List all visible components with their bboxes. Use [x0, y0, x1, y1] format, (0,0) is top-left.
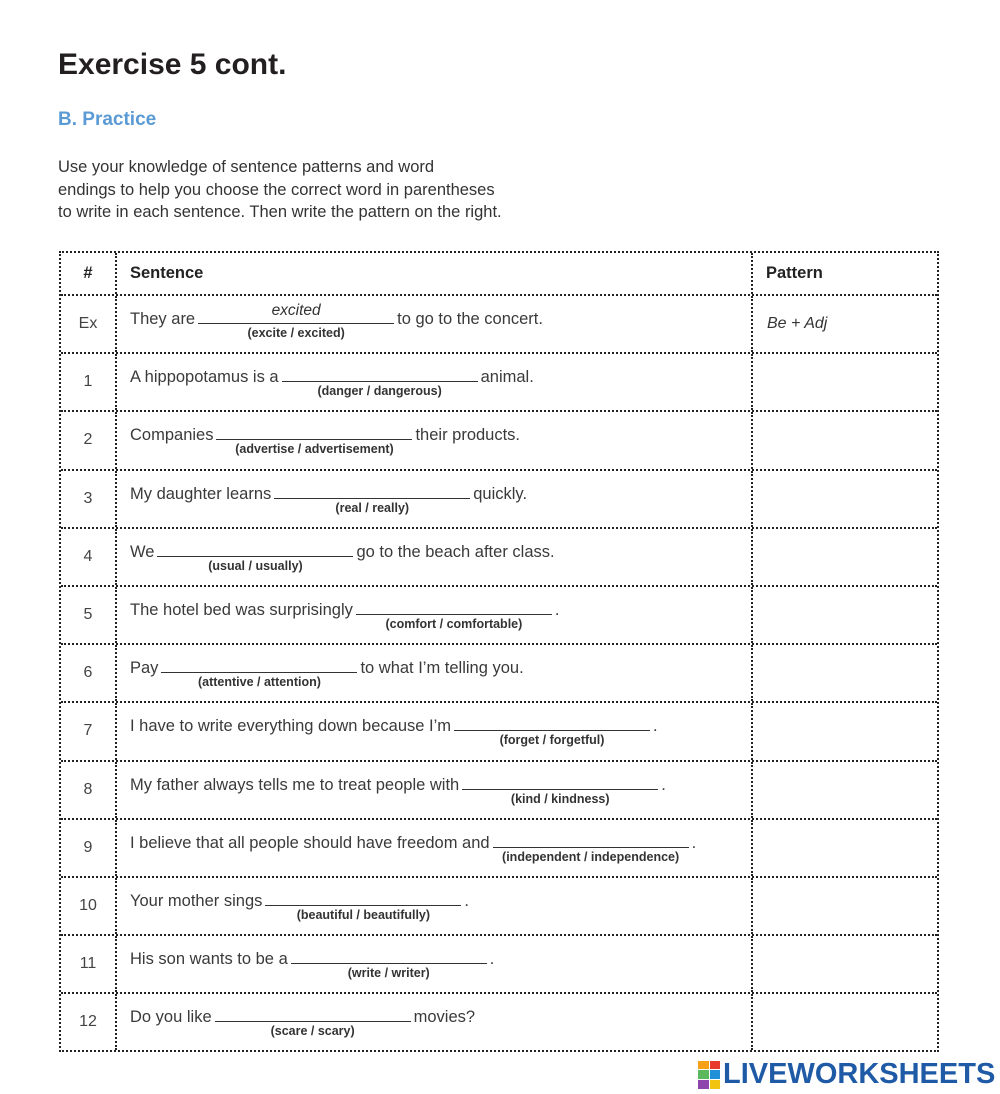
sentence-before: Pay [130, 659, 159, 678]
sentence-text [130, 1005, 476, 1039]
pattern-cell[interactable] [751, 412, 937, 468]
sentence-before: They are [130, 310, 196, 328]
word-options-hint: (forget / forgetful) [499, 733, 605, 748]
table-row [61, 760, 937, 818]
table-row [61, 818, 937, 876]
table-row [61, 701, 937, 759]
sentence-text [130, 947, 495, 981]
logo-blocks-icon [698, 1061, 720, 1089]
answer-blank[interactable] [282, 365, 478, 399]
answer-blank[interactable] [198, 302, 394, 340]
answer-blank[interactable] [265, 889, 461, 922]
sentence-text [130, 302, 543, 340]
sentence-text [130, 889, 469, 922]
header-pattern: Pattern [751, 253, 937, 294]
instructions [58, 156, 558, 224]
table-row [61, 992, 937, 1050]
answer-text: excited [271, 302, 321, 319]
row-number: 9 [83, 838, 93, 856]
sentence-after: . [691, 833, 697, 852]
sentence-after: go to the beach after class. [356, 542, 555, 561]
sentence-text [130, 714, 658, 748]
sentence-before: My daughter learns [130, 484, 272, 503]
answer-blank[interactable] [493, 831, 689, 864]
sentence-after: . [489, 950, 495, 969]
exercise-table [59, 251, 939, 1052]
table-row [61, 585, 937, 643]
sentence-cell [115, 936, 751, 992]
word-options-hint: (kind / kindness) [510, 791, 610, 806]
sentence-text [130, 482, 528, 515]
table-row [61, 294, 937, 352]
row-number: 7 [83, 722, 93, 740]
sentence-text [130, 365, 534, 399]
instructions-line: Use your knowledge of sentence patterns and word [58, 158, 435, 176]
pattern-cell[interactable] [751, 587, 937, 643]
sentence-before: Do you like [130, 1008, 212, 1027]
sentence-cell [115, 354, 751, 410]
pattern-cell[interactable] [751, 471, 937, 527]
row-number: 6 [83, 664, 93, 682]
answer-blank[interactable] [216, 423, 412, 457]
word-options-hint: (comfort / comfortable) [385, 616, 523, 631]
sentence-cell [115, 878, 751, 934]
sentence-after: movies? [413, 1008, 476, 1027]
table-row [61, 527, 937, 585]
row-number: 8 [83, 780, 93, 798]
row-number: 4 [83, 547, 93, 565]
sentence-text [130, 540, 555, 573]
pattern-cell[interactable] [751, 762, 937, 818]
sentence-cell [115, 471, 751, 527]
table-row [61, 469, 937, 527]
section-subtitle: B. Practice [58, 109, 157, 130]
row-number: 11 [79, 955, 97, 973]
pattern-cell[interactable] [751, 820, 937, 876]
sentence-after: . [661, 775, 666, 794]
answer-blank[interactable] [274, 482, 470, 515]
table-row [61, 410, 937, 468]
pattern-cell[interactable] [751, 994, 937, 1050]
answer-blank[interactable] [291, 947, 487, 981]
sentence-before: I believe that all people should have freedom and [130, 833, 490, 852]
sentence-after: . [653, 717, 658, 736]
row-number: Ex [78, 315, 98, 333]
sentence-cell [115, 412, 751, 468]
pattern-cell[interactable] [751, 703, 937, 759]
header-sentence: Sentence [115, 253, 751, 294]
instructions-line: to write in each sentence. Then write the pattern on the right. [58, 203, 502, 221]
sentence-cell [115, 529, 751, 585]
sentence-before: Your mother sings [130, 891, 263, 910]
row-number: 3 [83, 489, 93, 507]
sentence-cell [115, 645, 751, 701]
table-row [61, 934, 937, 992]
table-row [61, 643, 937, 701]
pattern-cell[interactable] [751, 936, 937, 992]
row-number: 2 [83, 431, 93, 449]
pattern-cell[interactable]: Be + Adj [751, 296, 937, 352]
word-options-hint: (real / really) [335, 500, 410, 515]
answer-blank[interactable] [454, 714, 650, 748]
table-row [61, 352, 937, 410]
sentence-before: His son wants to be a [130, 950, 288, 969]
word-options-hint: (excite / excited) [247, 326, 345, 340]
answer-blank[interactable] [161, 656, 357, 690]
sentence-text [130, 831, 697, 864]
sentence-before: I have to write everything down because I’m [130, 717, 452, 736]
sentence-text [130, 656, 524, 690]
row-number: 12 [79, 1013, 97, 1031]
sentence-before: My father always tells me to treat people with [130, 775, 460, 794]
sentence-after: . [554, 600, 560, 619]
word-options-hint: (danger / dangerous) [317, 384, 442, 399]
answer-blank[interactable] [157, 540, 353, 573]
word-options-hint: (attentive / attention) [197, 675, 321, 690]
instructions-line: endings to help you choose the correct word in parentheses [58, 180, 495, 199]
pattern-cell[interactable] [751, 645, 937, 701]
sentence-before: We [130, 542, 155, 561]
table-header-row [61, 253, 937, 294]
liveworksheets-logo [698, 1058, 995, 1091]
row-number: 10 [79, 896, 97, 914]
sentence-before: Companies [130, 426, 214, 445]
sentence-text [130, 598, 560, 631]
word-options-hint: (advertise / advertisement) [235, 442, 394, 457]
row-number: 5 [83, 606, 93, 624]
page-title: Exercise 5 cont. [58, 48, 287, 81]
sentence-cell [115, 703, 751, 759]
sentence-after: . [464, 891, 469, 910]
sentence-after: to go to the concert. [397, 310, 543, 328]
word-options-hint: (beautiful / beautifully) [296, 907, 431, 922]
sentence-after: quickly. [473, 484, 528, 503]
word-options-hint: (independent / independence) [502, 849, 680, 864]
row-number: 1 [83, 373, 93, 391]
sentence-text [130, 423, 521, 457]
sentence-cell [115, 820, 751, 876]
pattern-cell[interactable] [751, 354, 937, 410]
answer-blank[interactable] [215, 1005, 411, 1039]
sentence-before: The hotel bed was surprisingly [130, 600, 353, 619]
sentence-after: their products. [415, 426, 521, 445]
answer-blank[interactable] [356, 598, 552, 631]
table-row [61, 876, 937, 934]
sentence-after: to what I’m telling you. [360, 659, 524, 678]
pattern-cell[interactable] [751, 878, 937, 934]
pattern-cell[interactable] [751, 529, 937, 585]
word-options-hint: (usual / usually) [208, 558, 303, 573]
answer-blank[interactable] [462, 773, 658, 806]
sentence-before: A hippopotamus is a [130, 368, 279, 387]
header-number: # [83, 264, 93, 282]
sentence-cell [115, 587, 751, 643]
word-options-hint: (write / writer) [347, 966, 430, 981]
sentence-cell [115, 994, 751, 1050]
sentence-cell [115, 296, 751, 352]
sentence-after: animal. [480, 368, 534, 387]
sentence-cell [115, 762, 751, 818]
sentence-text [130, 773, 666, 806]
word-options-hint: (scare / scary) [270, 1024, 355, 1039]
brand-name: LIVEWORKSHEETS [723, 1058, 996, 1090]
